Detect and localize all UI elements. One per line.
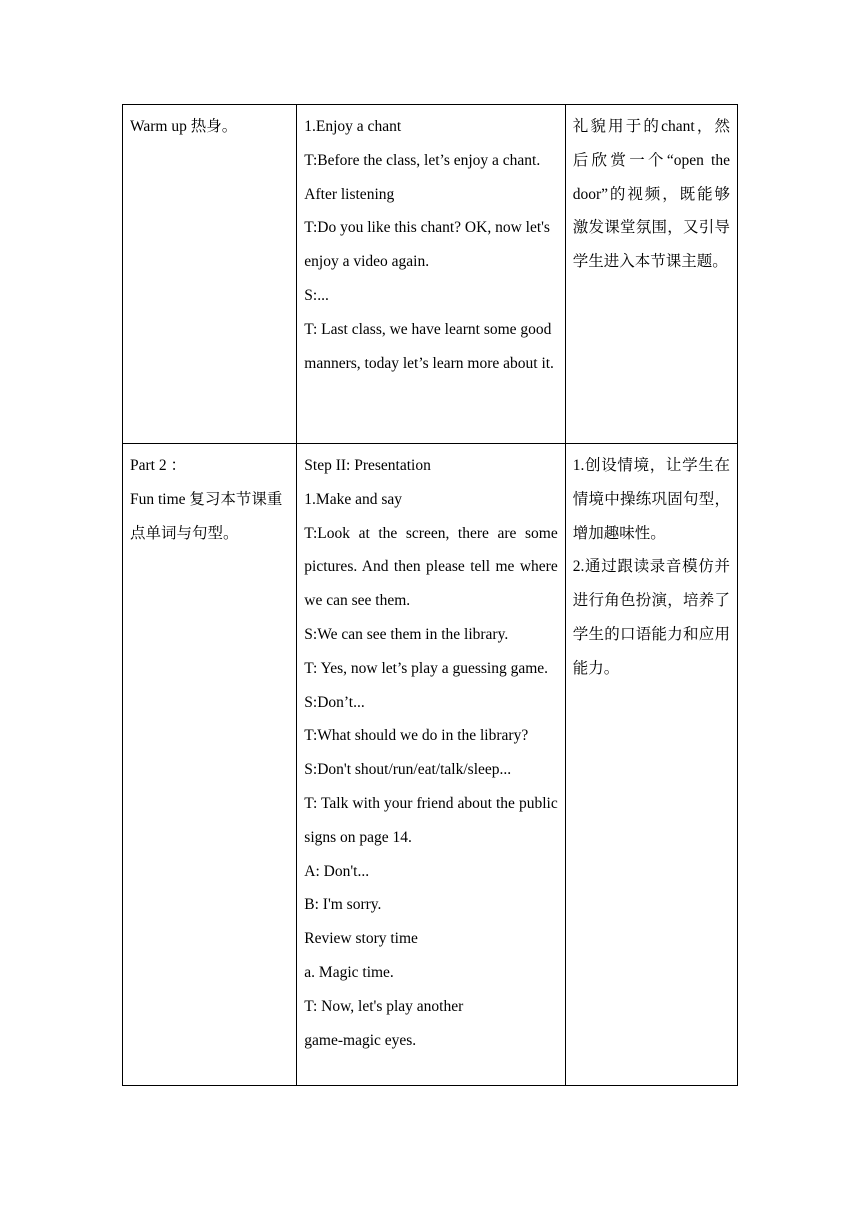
procedure-line: S:... bbox=[304, 286, 329, 304]
procedure-line: T:Before the class, let’s enjoy a chant. bbox=[304, 151, 541, 169]
purpose-cell bbox=[565, 105, 737, 444]
procedure-line: T:Do you like this chant? OK, now let's enjoy a video again. bbox=[304, 219, 550, 271]
procedure-line: S:Don't shout/run/eat/talk/sleep... bbox=[304, 761, 512, 779]
procedure-line: T: Yes, now let’s play a guessing game. bbox=[304, 659, 549, 677]
stage-text: Fun time 复习本节课重点单词与句型。 bbox=[130, 490, 283, 542]
lesson-plan-table bbox=[122, 104, 738, 1086]
procedure-line: game-magic eyes. bbox=[304, 1031, 417, 1049]
procedure-line: B: I'm sorry. bbox=[304, 896, 382, 914]
procedure-line: Review story time bbox=[304, 930, 418, 948]
stage-cell bbox=[123, 105, 297, 444]
procedure-cell bbox=[297, 444, 565, 1086]
procedure-line: Step II: Presentation bbox=[304, 457, 431, 474]
procedure-line: T:Look at the screen, there are some pictures. And then please tell me where we can see them. bbox=[304, 524, 558, 610]
purpose-cell bbox=[565, 444, 737, 1086]
procedure-line: 1.Enjoy a chant bbox=[304, 118, 402, 135]
procedure-line: a. Magic time. bbox=[304, 963, 394, 981]
purpose-text: 1.创设情境，让学生在情境中操练巩固句型，增加趣味性。 bbox=[572, 457, 730, 542]
procedure-line: T: Now, let's play another bbox=[304, 997, 464, 1015]
procedure-line: S:Don’t... bbox=[304, 693, 365, 711]
purpose-text: 礼貌用于的chant，然后欣赏一个“open the door”的视频，既能够激发课堂氛围，又引导学生进入本节课主题。 bbox=[572, 118, 730, 271]
procedure-line: S:We can see them in the library. bbox=[304, 625, 509, 643]
table-row bbox=[123, 105, 738, 444]
procedure-line: 1.Make and say bbox=[304, 490, 402, 508]
purpose-text: 2.通过跟读录音模仿并进行角色扮演，培养了学生的口语能力和应用能力。 bbox=[572, 558, 730, 677]
table-row bbox=[123, 444, 738, 1086]
procedure-line: T: Last class, we have learnt some good manners, today let’s learn more about it. bbox=[304, 320, 554, 372]
stage-text: Part 2 ： bbox=[130, 457, 186, 474]
stage-text: Warm up 热身。 bbox=[130, 118, 238, 135]
procedure-cell bbox=[297, 105, 565, 444]
procedure-line: A: Don't... bbox=[304, 862, 370, 880]
procedure-line: T:What should we do in the library? bbox=[304, 727, 529, 745]
procedure-line: After listening bbox=[304, 185, 395, 203]
stage-cell bbox=[123, 444, 297, 1086]
procedure-line: T: Talk with your friend about the public signs on page 14. bbox=[304, 794, 558, 846]
